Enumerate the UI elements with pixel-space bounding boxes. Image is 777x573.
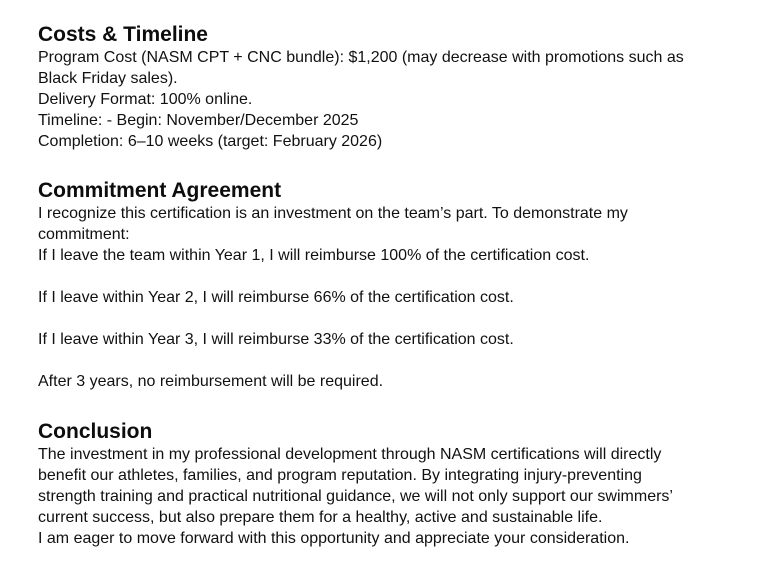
- reimburse-year-2-text: If I leave within Year 2, I will reimburse 66% of the certification cost.: [38, 289, 514, 306]
- paragraph-gap: [38, 308, 773, 329]
- commitment-intro-line-1: I recognize this certification is an investment on the team’s part. To demonstrate my: [38, 205, 628, 222]
- commitment-agreement-section: [38, 179, 773, 392]
- conclusion-line-4: current success, but also prepare them for a healthy, active and sustainable life.: [38, 509, 603, 526]
- commitment-agreement-heading: Commitment Agreement: [38, 179, 282, 202]
- delivery-format-text: Delivery Format: 100% online.: [38, 91, 253, 108]
- completion-text: Completion: 6–10 weeks (target: February 2026): [38, 133, 383, 150]
- no-reimbursement-text: After 3 years, no reimbursement will be required.: [38, 373, 384, 390]
- program-cost-line-1: Program Cost (NASM CPT + CNC bundle): $1,200 (may decrease with promotions such as: [38, 49, 684, 66]
- paragraph-gap: [38, 350, 773, 371]
- program-cost-line-2: Black Friday sales).: [38, 70, 178, 87]
- conclusion-line-5: I am eager to move forward with this opportunity and appreciate your consideration.: [38, 530, 630, 547]
- conclusion-section: [38, 420, 773, 549]
- reimburse-year-1-text: If I leave the team within Year 1, I will reimburse 100% of the certification cost.: [38, 247, 590, 264]
- costs-timeline-section: [38, 23, 773, 152]
- conclusion-line-2: benefit our athletes, families, and program reputation. By integrating injury-preventing: [38, 467, 642, 484]
- timeline-text: Timeline: - Begin: November/December 2025: [38, 112, 359, 129]
- conclusion-heading: Conclusion: [38, 420, 153, 443]
- commitment-intro-line-2: commitment:: [38, 226, 130, 243]
- reimburse-year-3-text: If I leave within Year 3, I will reimburse 33% of the certification cost.: [38, 331, 514, 348]
- paragraph-gap: [38, 266, 773, 287]
- conclusion-line-3: strength training and practical nutritional guidance, we will not only support our swimmers’: [38, 488, 673, 505]
- costs-timeline-heading: Costs & Timeline: [38, 23, 208, 46]
- conclusion-line-1: The investment in my professional development through NASM certifications will directly: [38, 446, 662, 463]
